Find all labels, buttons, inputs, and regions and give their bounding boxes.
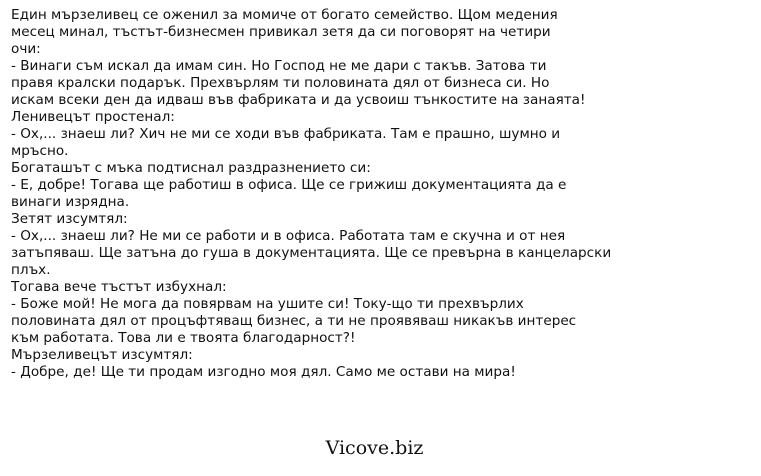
text-line: Мързеливецът изсумтял: — [11, 347, 193, 363]
text-line: - Ох,... знаеш ли? Не ми се работи и в офиса. Работата там е скучна и от нея — [11, 228, 566, 244]
text-line: - Добре, де! Ще ти продам изгодно моя дял. Само ме остави на мира! — [11, 364, 516, 380]
text-line: мръсно. — [11, 143, 69, 159]
text-line: Богаташът с мъка подтиснал раздразнението си: — [11, 160, 371, 176]
text-line: Един мързеливец се оженил за момиче от богато семейство. Щом медения — [11, 7, 558, 23]
joke-text — [11, 7, 612, 381]
text-line: към работата. Това ли е твоята благодарност?! — [11, 330, 356, 346]
text-line: винаги изрядна. — [11, 194, 130, 210]
text-line: Тогава вече тъстът избухнал: — [11, 279, 227, 295]
text-line: месец минал, тъстът-бизнесмен привикал зетя да си поговорят на четири — [11, 24, 551, 40]
site-watermark: Vicove.biz — [325, 437, 424, 459]
text-line: очи: — [11, 41, 41, 57]
text-line: - Е, добре! Тогава ще работиш в офиса. Ще се грижиш документацията да е — [11, 177, 567, 193]
text-line: Зетят изсумтял: — [11, 211, 128, 227]
text-line: - Боже мой! Не мога да повярвам на ушите си! Току-що ти прехвърлих — [11, 296, 524, 312]
text-line: затъпяваш. Ще затъна до гуша в документацията. Ще се превърна в канцеларски — [11, 245, 612, 261]
text-line: правя кралски подарък. Прехвърлям ти половината дял от бизнеса си. Но — [11, 75, 550, 91]
text-line: Ленивецът простенал: — [11, 109, 175, 125]
text-line: плъх. — [11, 262, 51, 278]
text-line: искам всеки ден да идваш във фабриката и да усвоиш тънкостите на занаята! — [11, 92, 586, 108]
text-line: - Ох,... знаеш ли? Хич не ми се ходи във фабриката. Там е прашно, шумно и — [11, 126, 561, 142]
text-line: - Винаги съм искал да имам син. Но Господ не ме дари с такъв. Затова ти — [11, 58, 547, 74]
text-line: половината дял от процъфтяващ бизнес, а ти не проявяваш никакъв интерес — [11, 313, 577, 329]
